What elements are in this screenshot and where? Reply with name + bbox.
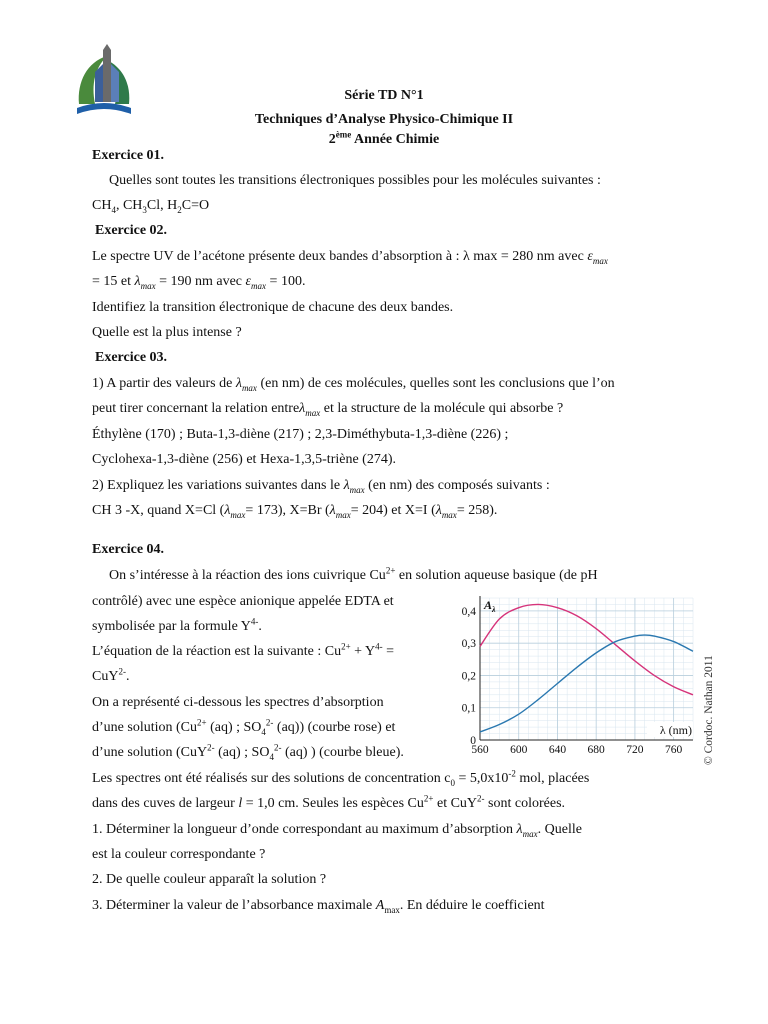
exercise-4-line-4: L’équation de la réaction est la suivante : $Cu^{2+} + Y^{4-}$ = — [92, 641, 395, 659]
x-tick-label: 640 — [548, 744, 567, 756]
x-tick-label: 760 — [665, 744, 683, 756]
exercise-4-line-9: Les spectres ont été réalisés sur des solutions de concentration $c_0 = 5,0x10^{-2}$ mol, placées — [92, 768, 590, 788]
exercise-3-line-6: CH 3 -X, quand X=Cl $(\lambda_{max}= 173)$, X=Br $(\lambda_{max}= 204)$ et X=I $(\lambda_{max}= 258)$. — [92, 503, 498, 520]
series-title: Série TD N°1 — [344, 88, 424, 103]
exercise-2-line-1: Le spectre UV de l’acétone présente deux bandes d’absorption à : λ max = 280 nm avec $\varepsilon_{max}$ — [92, 249, 608, 266]
exercise-4-line-2: contrôlé) avec une espèce anionique appelée EDTA et — [92, 594, 394, 609]
y-tick-label: 0,2 — [461, 670, 476, 683]
y-tick-label: 0 — [470, 735, 476, 747]
y-tick-label: 0,3 — [461, 638, 476, 651]
course-title: Techniques d’Analyse Physico-Chimique II — [254, 112, 514, 127]
x-tick-label: 600 — [510, 744, 528, 756]
year-level: 2ème Année Chimie — [328, 129, 440, 147]
exercise-4-question-3: 3. Déterminer la valeur de l’absorbance maximale $A_{max}$. En déduire le coefficient — [92, 898, 545, 915]
y-tick-label: 0,1 — [461, 702, 476, 715]
exercise-1-heading: Exercice 01. — [92, 148, 165, 163]
exercise-3-line-4: Cyclohexa-1,3-diène (256) et Hexa-1,3,5-triène (274). — [92, 452, 396, 467]
exercise-4-question-1-cont: est la couleur correspondante ? — [92, 847, 266, 862]
exercise-4-question-2: 2. De quelle couleur apparaît la solution ? — [92, 872, 327, 887]
x-tick-label: 680 — [587, 744, 605, 756]
exercise-1-question: Quelles sont toutes les transitions électroniques possibles pour les molécules suivantes : — [109, 173, 601, 188]
exercise-3-heading: Exercice 03. — [95, 350, 168, 365]
exercise-1-molecules: $CH_4$, $CH_3Cl$, $H_2C=O$ — [92, 198, 210, 215]
exercise-3-line-2: peut tirer concernant la relation entreλ$_{max}$ et la structure de la molécule qui absorbe ? — [92, 401, 564, 418]
university-logo — [73, 42, 135, 120]
exercise-4-line-10: dans des cuves de largeur l = 1,0 cm. Seules les espèces $Cu^{2+}$ et CuY$^{2-}$ sont colorées. — [92, 793, 566, 811]
exercise-4-line-7: d’une solution ($Cu^{2+}$ (aq) ; $SO_4^{2-}$ (aq)) (courbe rose) et — [92, 717, 396, 737]
exercise-4-heading: Exercice 04. — [92, 542, 165, 557]
exercise-2-line-4: Quelle est la plus intense ? — [92, 325, 242, 340]
exercise-3-line-3: Éthylène (170) ; Buta-1,3-diène (217) ; 2,3-Diméthybuta-1,3-diène (226) ; — [92, 427, 509, 442]
exercise-4-line-8: d’une solution (CuY$^{2-}$ (aq) ; $SO_4^{2-}$ (aq) ) (courbe bleue). — [92, 742, 404, 762]
absorption-spectra-chart — [453, 590, 698, 765]
exercise-4-line-6: On a représenté ci-dessous les spectres d’absorption — [92, 695, 384, 710]
copyright-notice: © Cordoc. Nathan 2011 — [703, 655, 715, 765]
exercise-3-line-1: 1) A partir des valeurs de $\lambda_{max}$ (en nm) de ces molécules, quelles sont les conclusions que l’on — [92, 376, 615, 393]
x-tick-label: 560 — [471, 744, 489, 756]
exercise-4-question-1: 1. Déterminer la longueur d’onde correspondant au maximum d’absorption $\lambda_{max}$. Quelle — [92, 822, 582, 839]
exercise-2-line-3: Identifiez la transition électronique de chacune des deux bandes. — [92, 300, 454, 315]
exercise-4-line-1: On s’intéresse à la réaction des ions cuivrique $Cu^{2+}$ en solution aqueuse basique (de pH — [109, 565, 598, 583]
exercise-3-line-5: 2) Expliquez les variations suivantes dans le $\lambda_{max}$ (en nm) des composés suivants : — [92, 478, 550, 495]
exercise-2-heading: Exercice 02. — [95, 223, 168, 238]
exercise-4-line-3: symbolisée par la formule $Y^{4-}$. — [92, 616, 262, 634]
exercise-4-line-5: CuY$^{2-}$. — [92, 666, 130, 684]
chart-y-label: $A_\lambda$ — [484, 598, 496, 614]
y-tick-label: 0,4 — [461, 605, 476, 618]
x-tick-label: 720 — [626, 744, 644, 756]
exercise-2-line-2: = 15 et $\lambda_{max} = 190$ nm avec $\varepsilon_{max} = 100$. — [92, 274, 306, 291]
chart-x-label: λ (nm) — [659, 723, 692, 737]
